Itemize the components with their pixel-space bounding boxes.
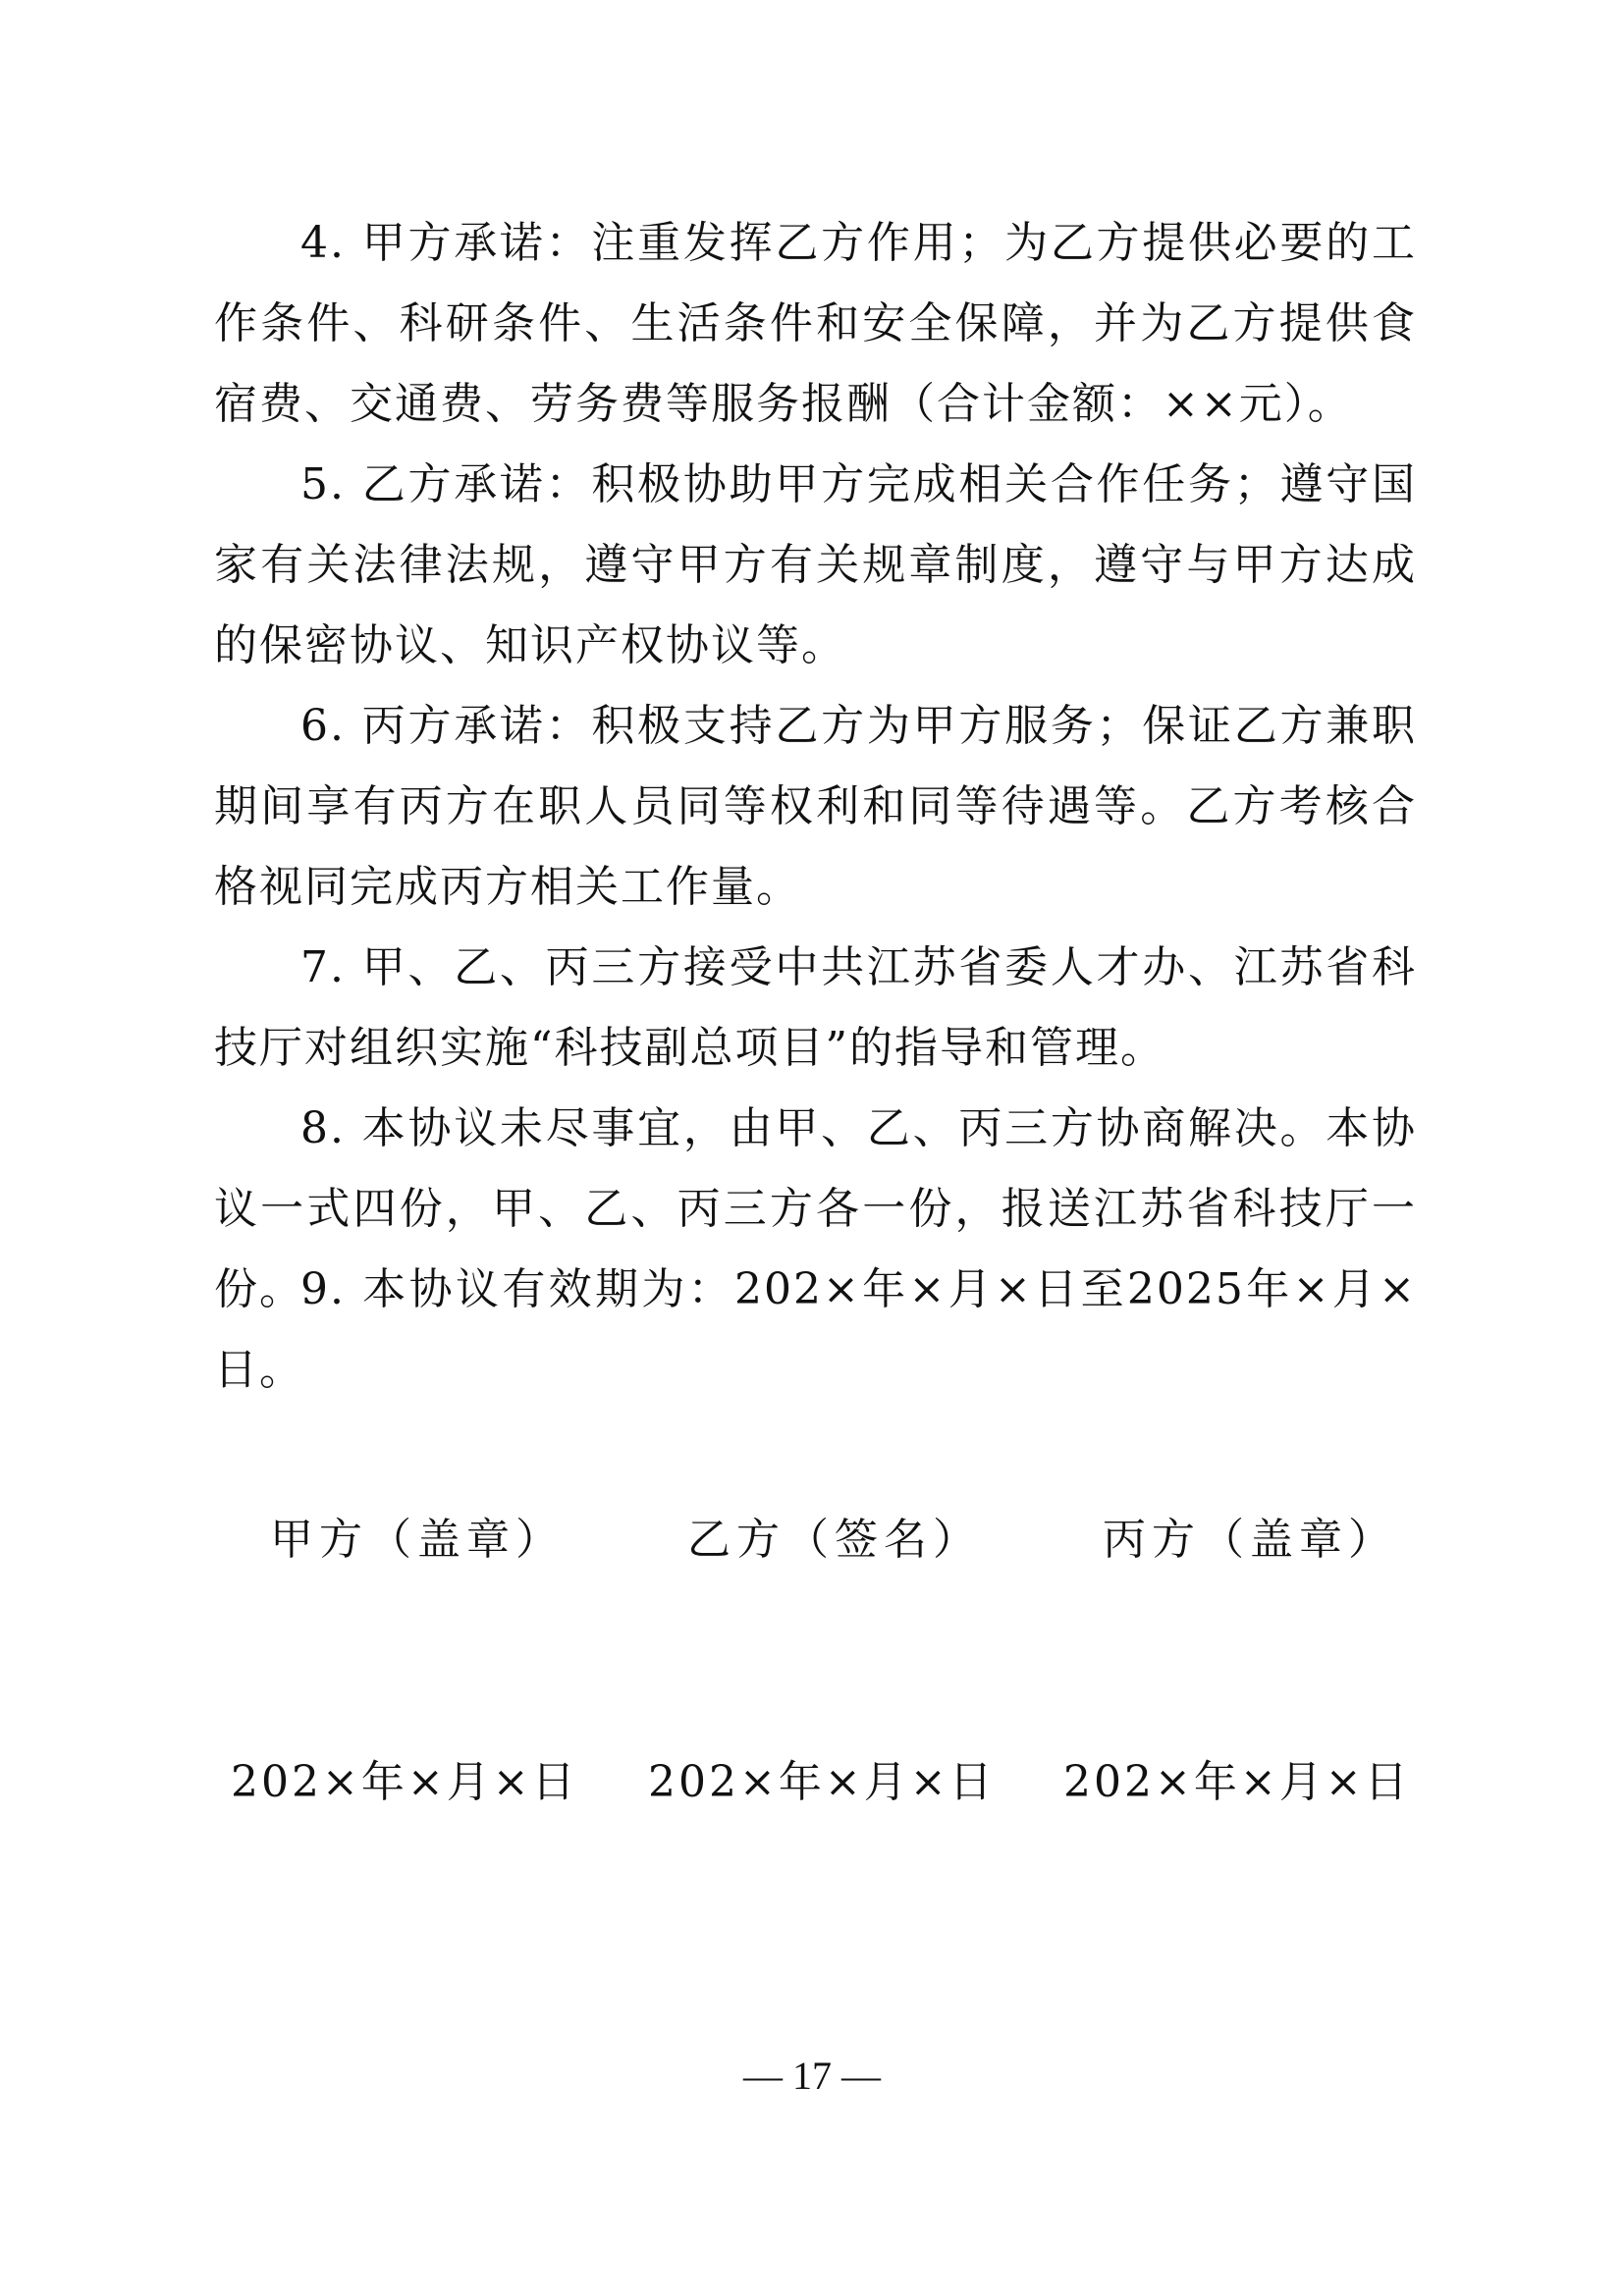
page-number: — 17 — (743, 2054, 881, 2098)
party-b-signature-label: 乙方（签名） (687, 1515, 982, 1565)
party-a-signature-label: 甲方（盖章） (270, 1515, 565, 1565)
clause-9: 9. 本协议有效期为：202×年×月×日至2025年×月×日。 (214, 1264, 1417, 1395)
clause-7: 7. 甲、乙、丙三方接受中共江苏省委人才办、江苏省科技厅对组织实施“科技副总项目”的指导和管理。 (214, 942, 1417, 1073)
party-c-date: 202×年×月×日 (1063, 1757, 1411, 1807)
party-b-date: 202×年×月×日 (648, 1757, 996, 1807)
clause-5: 5. 乙方承诺：积极协助甲方完成相关合作任务；遵守国家有关法律法规，遵守甲方有关规章制度，遵守与甲方达成的保密协议、知识产权协议等。 (214, 459, 1417, 670)
clause-4: 4. 甲方承诺：注重发挥乙方作用；为乙方提供必要的工作条件、科研条件、生活条件和安全保障，并为乙方提供食宿费、交通费、劳务费等服务报酬（合计金额：××元）。 (214, 218, 1417, 429)
party-a-date: 202×年×月×日 (231, 1757, 578, 1807)
party-c-signature-label: 丙方（盖章） (1103, 1515, 1397, 1565)
clause-8: 8. 本协议未尽事宜，由甲、乙、丙三方协商解决。本协议一式四份，甲、乙、丙三方各一份，报送江苏省科技厅一份。 (214, 1103, 1417, 1314)
clause-6: 6. 丙方承诺：积极支持乙方为甲方服务；保证乙方兼职期间享有丙方在职人员同等权利和同等待遇等。乙方考核合格视同完成丙方相关工作量。 (214, 701, 1417, 912)
